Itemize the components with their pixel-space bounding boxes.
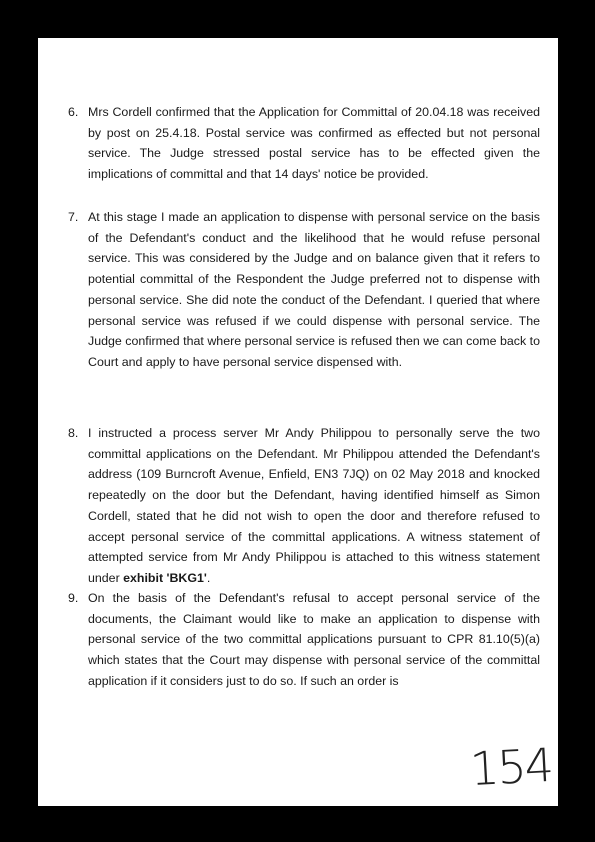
exhibit-reference: exhibit 'BKG1'	[123, 570, 207, 585]
paragraph-number: 6.	[68, 105, 79, 119]
paragraph-text: At this stage I made an application to dispense with personal service on the basis of the Defendant's conduct and the likelihood that he would refuse personal service. This was considered by the Judge and on balance given that it refers to potential committal of the Respondent the Judge preferred not to dispense with personal service. She did note the conduct of the Defendant. I queried that where personal service was refused if we could dispense with personal service. The Judge confirmed that where personal service is refused then we can come back to Court and apply to have personal service dispensed with.	[88, 210, 540, 369]
paragraph-6	[68, 102, 540, 185]
paragraph-number: 9.	[68, 591, 79, 605]
paragraph-8	[68, 423, 540, 589]
paragraph-number: 7.	[68, 210, 79, 224]
paragraph-7	[68, 207, 540, 373]
paragraph-number: 8.	[68, 426, 79, 440]
paragraph-body: I instructed a process server Mr Andy Philippou to personally serve the two committal applications on the Defendant. Mr Philippou attended the Defendant's address (109 Burncroft Avenue, Enfield, EN3 7JQ) on 02 May 2018 and knocked repeatedly on the door but the Defendant, having identified himself as Simon Cordell, stated that he did not wish to open the door and therefore refused to accept personal service of the committal applications. A witness statement of attempted service from Mr Andy Philippou is attached to this witness statement under	[88, 426, 540, 585]
document-page	[38, 38, 558, 806]
paragraph-text: Mrs Cordell confirmed that the Application for Committal of 20.04.18 was received by post on 25.4.18. Postal service was confirmed as effected but not personal service. The Judge stressed postal service has to be effected given the implications of committal and that 14 days' notice be provided.	[88, 105, 540, 182]
handwritten-page-number: 154	[468, 737, 554, 797]
paragraph-9	[68, 588, 540, 692]
paragraph-text: On the basis of the Defendant's refusal to accept personal service of the documents, the Claimant would like to make an application to dispense with personal service of the two committal applications pursuant to CPR 81.10(5)(a) which states that the Court may dispense with personal service of the committal application if it considers just to do so. If such an order is	[88, 591, 540, 688]
paragraph-text	[88, 423, 540, 589]
paragraph-tail: .	[206, 570, 211, 585]
